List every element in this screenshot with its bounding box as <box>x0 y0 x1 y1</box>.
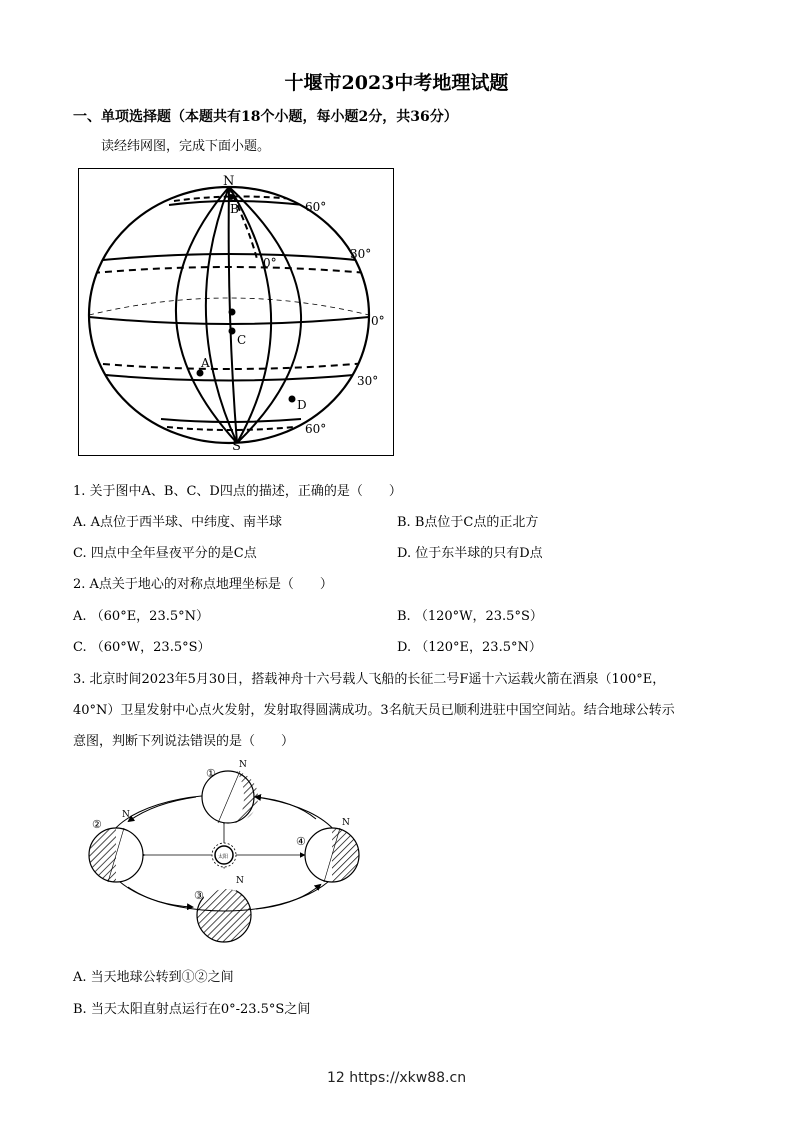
section-heading: 一、单项选择题（本题共有18个小题，每小题2分，共36分） <box>73 109 458 125</box>
meridian-east-2 <box>229 187 301 443</box>
q1-option-d: D. 位于东半球的只有D点 <box>397 546 543 561</box>
q3-stem-line3: 意图，判断下列说法错误的是（ ） <box>73 734 295 749</box>
intro-text: 读经纬网图，完成下面小题。 <box>101 139 271 154</box>
q3-option-a: A. 当天地球公转到①②之间 <box>73 970 234 985</box>
pole-n-label: N <box>223 174 235 189</box>
meridian-0-label: 0° <box>263 256 277 270</box>
earth-position-3 <box>194 868 251 942</box>
point-d-dot <box>289 396 296 403</box>
earth-position-2 <box>89 810 143 882</box>
pos4-label: ④ <box>296 835 306 848</box>
lat-30n-line <box>93 254 367 261</box>
orbit-arrow-bottom-right <box>256 885 320 909</box>
lat-60s-line <box>161 419 301 422</box>
orbit-arrow-top-right <box>256 797 316 819</box>
q2-option-d: D. （120°E，23.5°N） <box>397 640 542 655</box>
lat-dashed-tropic-south <box>91 363 367 369</box>
revolution-diagram <box>84 755 366 947</box>
point-a-label: A <box>201 356 210 370</box>
north-label-2: N <box>122 810 130 820</box>
equator-line <box>89 317 369 324</box>
lat-30s-line <box>95 374 365 381</box>
lat-30s-label: 30° <box>357 374 379 388</box>
lat-0-label: 0° <box>371 314 385 328</box>
lat-60s-label: 60° <box>305 422 327 436</box>
point-b-upper-dot <box>229 309 236 316</box>
graticule-globe <box>79 169 392 454</box>
earth-position-4 <box>296 818 359 882</box>
north-label-3: N <box>236 876 244 886</box>
q3-stem-line2: 40°N）卫星发射中心点火发射，发射取得圆满成功。3名航天员已顺利进驻中国空间站。结合地球公转示 <box>73 703 675 718</box>
q3-stem-line1: 3. 北京时间2023年5月30日，搭载神舟十六号载人飞船的长征二号F遥十六运载火箭在酒泉（100°E， <box>73 672 666 687</box>
graticule-figure <box>78 168 394 456</box>
page-footer: 12 https://xkw88.cn <box>326 1070 467 1086</box>
lat-dashed-tropic-north <box>93 267 367 273</box>
point-d-label: D <box>297 398 307 412</box>
orbit-arrow-top-left <box>129 797 196 821</box>
q2-option-a: A. （60°E，23.5°N） <box>73 609 210 624</box>
q3-option-b: B. 当天太阳直射点运行在0°-23.5°S之间 <box>73 1002 311 1017</box>
north-label-1: N <box>239 760 247 770</box>
pos3-label: ③ <box>194 889 204 902</box>
earth-position-1 <box>202 760 258 823</box>
point-c-label: C <box>237 333 247 347</box>
pos1-label: ① <box>206 767 216 780</box>
pole-s-label: S <box>232 439 241 454</box>
sun-label: 太阳 <box>218 854 229 860</box>
lat-60n-label: 60° <box>305 200 327 214</box>
q2-option-b: B. （120°W，23.5°S） <box>397 609 543 624</box>
q1-option-c: C. 四点中全年昼夜平分的是C点 <box>73 546 257 561</box>
page-title: 十堰市2023中考地理试题 <box>284 72 509 94</box>
north-label-4: N <box>342 818 350 828</box>
pos2-label: ② <box>92 818 102 831</box>
orbit-arrow-bottom-left <box>128 887 192 907</box>
q1-stem: 1. 关于图中A、B、C、D四点的描述，正确的是（ ） <box>73 484 402 499</box>
point-a-dot <box>197 370 204 377</box>
q1-option-b: B. B点位于C点的正北方 <box>397 515 539 530</box>
q2-stem: 2. A点关于地心的对称点地理坐标是（ ） <box>73 577 333 592</box>
q1-option-a: A. A点位于西半球、中纬度、南半球 <box>73 515 283 530</box>
lat-30n-label: 30° <box>350 247 372 261</box>
revolution-figure <box>84 755 366 947</box>
point-b-dot <box>228 194 234 200</box>
point-b-label: B <box>230 202 239 216</box>
point-c-dot <box>229 328 236 335</box>
q2-option-c: C. （60°W，23.5°S） <box>73 640 211 655</box>
